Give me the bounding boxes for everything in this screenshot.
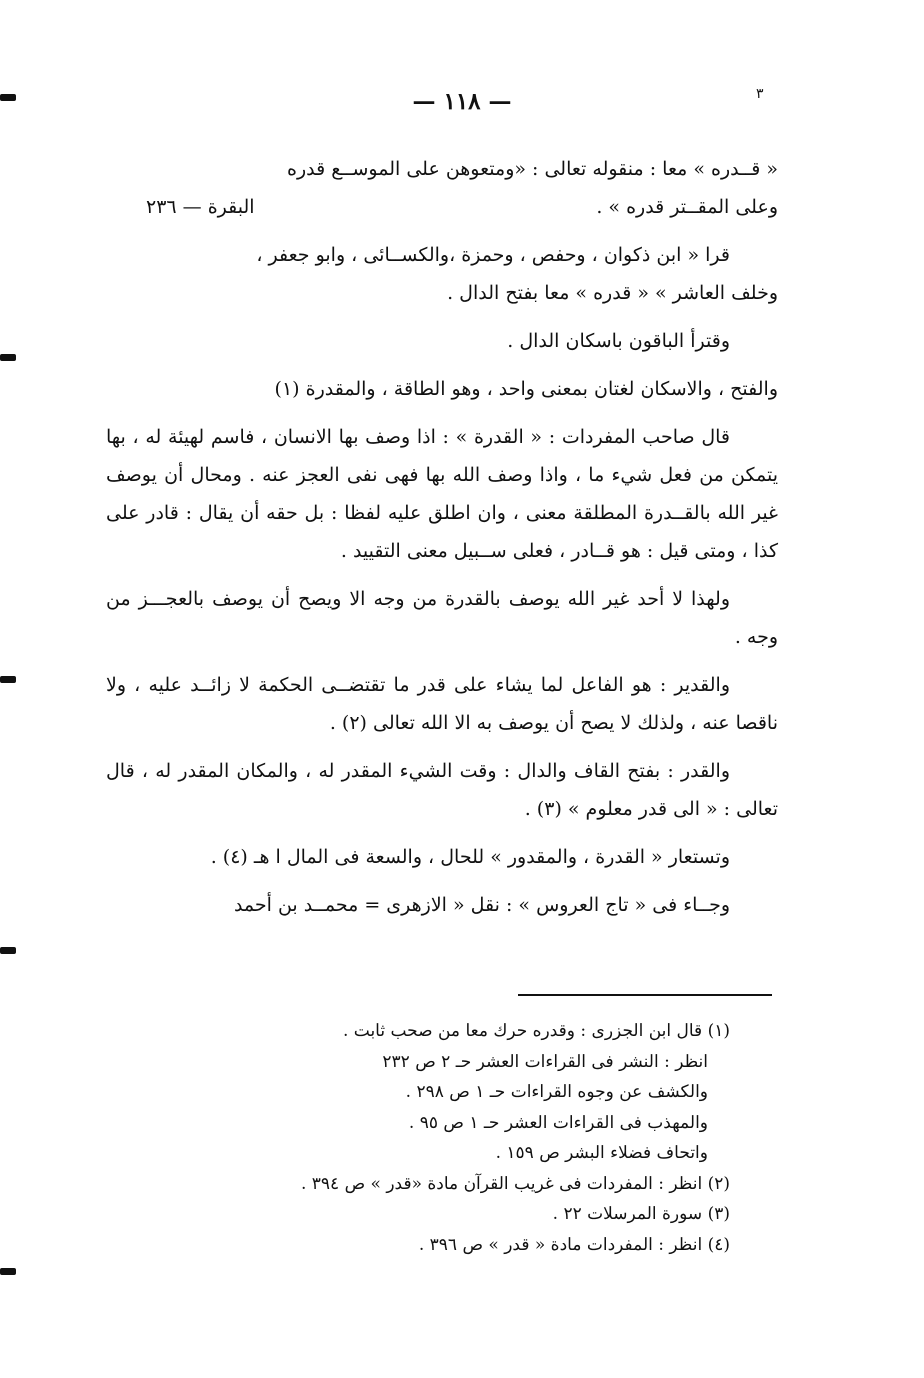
footnote-line: (٢) انظر : المفردات فى غريب القرآن مادة «قدر » ص ٣٩٤ . — [300, 1173, 730, 1194]
scan-edge-mark — [0, 354, 16, 361]
scan-edge-mark — [0, 676, 16, 683]
footnotes — [140, 1016, 730, 1260]
paragraph: وخلف العاشر » « قدره » معا بفتح الدال . — [447, 282, 778, 304]
paragraph: قرا « ابن ذكوان ، وحفص ، وحمزة ،والكســائى ، وابو جعفر ، — [256, 244, 730, 266]
scan-edge-mark — [0, 1268, 16, 1275]
footnote-divider — [518, 994, 772, 996]
paragraph: والفتح ، والاسكان لغتان بمعنى واحد ، وهو الطاقة ، والمقدرة (١) — [274, 378, 778, 400]
paragraph: والقدير : هو الفاعل لما يشاء على قدر ما تقتضــى الحكمة لا زائــد عليه ، ولا ناقصا عنه ، ولذلك لا يصح أن يوصف به الا الله تعالى (٢) . — [106, 674, 778, 734]
paragraph: ولهذا لا أحد غير الله يوصف بالقدرة من وجه الا ويصح أن يوصف بالعجـــز من وجه . — [106, 588, 778, 648]
paragraph: وقترأ الباقون باسكان الدال . — [507, 330, 730, 352]
corner-mark: ٣ — [756, 86, 764, 102]
footnote-line: والكشف عن وجوه القراءات حـ ١ ص ٢٩٨ . — [405, 1082, 708, 1102]
footnote-line: والمهذب فى القراءات العشر حـ ١ ص ٩٥ . — [408, 1112, 708, 1133]
footnote-line: انظر : النشر فى القراءات العشر حـ ٢ ص ٢٣٢ — [382, 1051, 708, 1072]
footnote-line: (٤) انظر : المفردات مادة « قدر » ص ٣٩٦ . — [418, 1234, 730, 1255]
footnote-line: (١) قال ابن الجزرى : وقدره حرك معا من صحب ثابت . — [342, 1021, 730, 1041]
verse-reference: البقرة — ٢٣٦ — [146, 196, 255, 218]
scan-edge-mark — [0, 947, 16, 954]
paragraph: وتستعار « القدرة ، والمقدور » للحال ، والسعة فى المال ا هـ (٤) . — [210, 846, 730, 868]
footnote-line: واتحاف فضلاء البشر ص ١٥٩ . — [495, 1143, 708, 1163]
paragraph: « قــدره » معا : منقوله تعالى : «ومتعوهن على الموســع قدره — [287, 158, 778, 180]
main-text — [106, 150, 778, 934]
paragraph: قال صاحب المفردات : « القدرة » : اذا وصف بها الانسان ، فاسم لهيئة له ، بها يتمكن من فعل شيء ما ، واذا وصف الله بها فهى نفى العجز عنه . ومحال أن يوصف غير الله بالقــدرة المطلقة معنى ، وان اطلق عليه لفظا : بل حقه أن يقال : قادر على كذا ، ومتى قيل : هو قــادر ، فعلى ســبيل معنى التقييد . — [106, 426, 778, 562]
page-number: — ١١٨ — — [412, 88, 512, 115]
footnote-line: (٣) سورة المرسلات ٢٢ . — [552, 1204, 730, 1224]
paragraph: والقدر : بفتح القاف والدال : وقت الشيء المقدر له ، والمكان المقدر له ، قال تعالى : « الى قدر معلوم » (٣) . — [106, 760, 778, 820]
paragraph: وعلى المقــتر قدره » . — [596, 196, 778, 218]
paragraph: وجــاء فى « تاج العروس » : نقل « الازهرى = محمــد بن أحمد — [233, 894, 730, 916]
verse-line — [106, 188, 778, 226]
